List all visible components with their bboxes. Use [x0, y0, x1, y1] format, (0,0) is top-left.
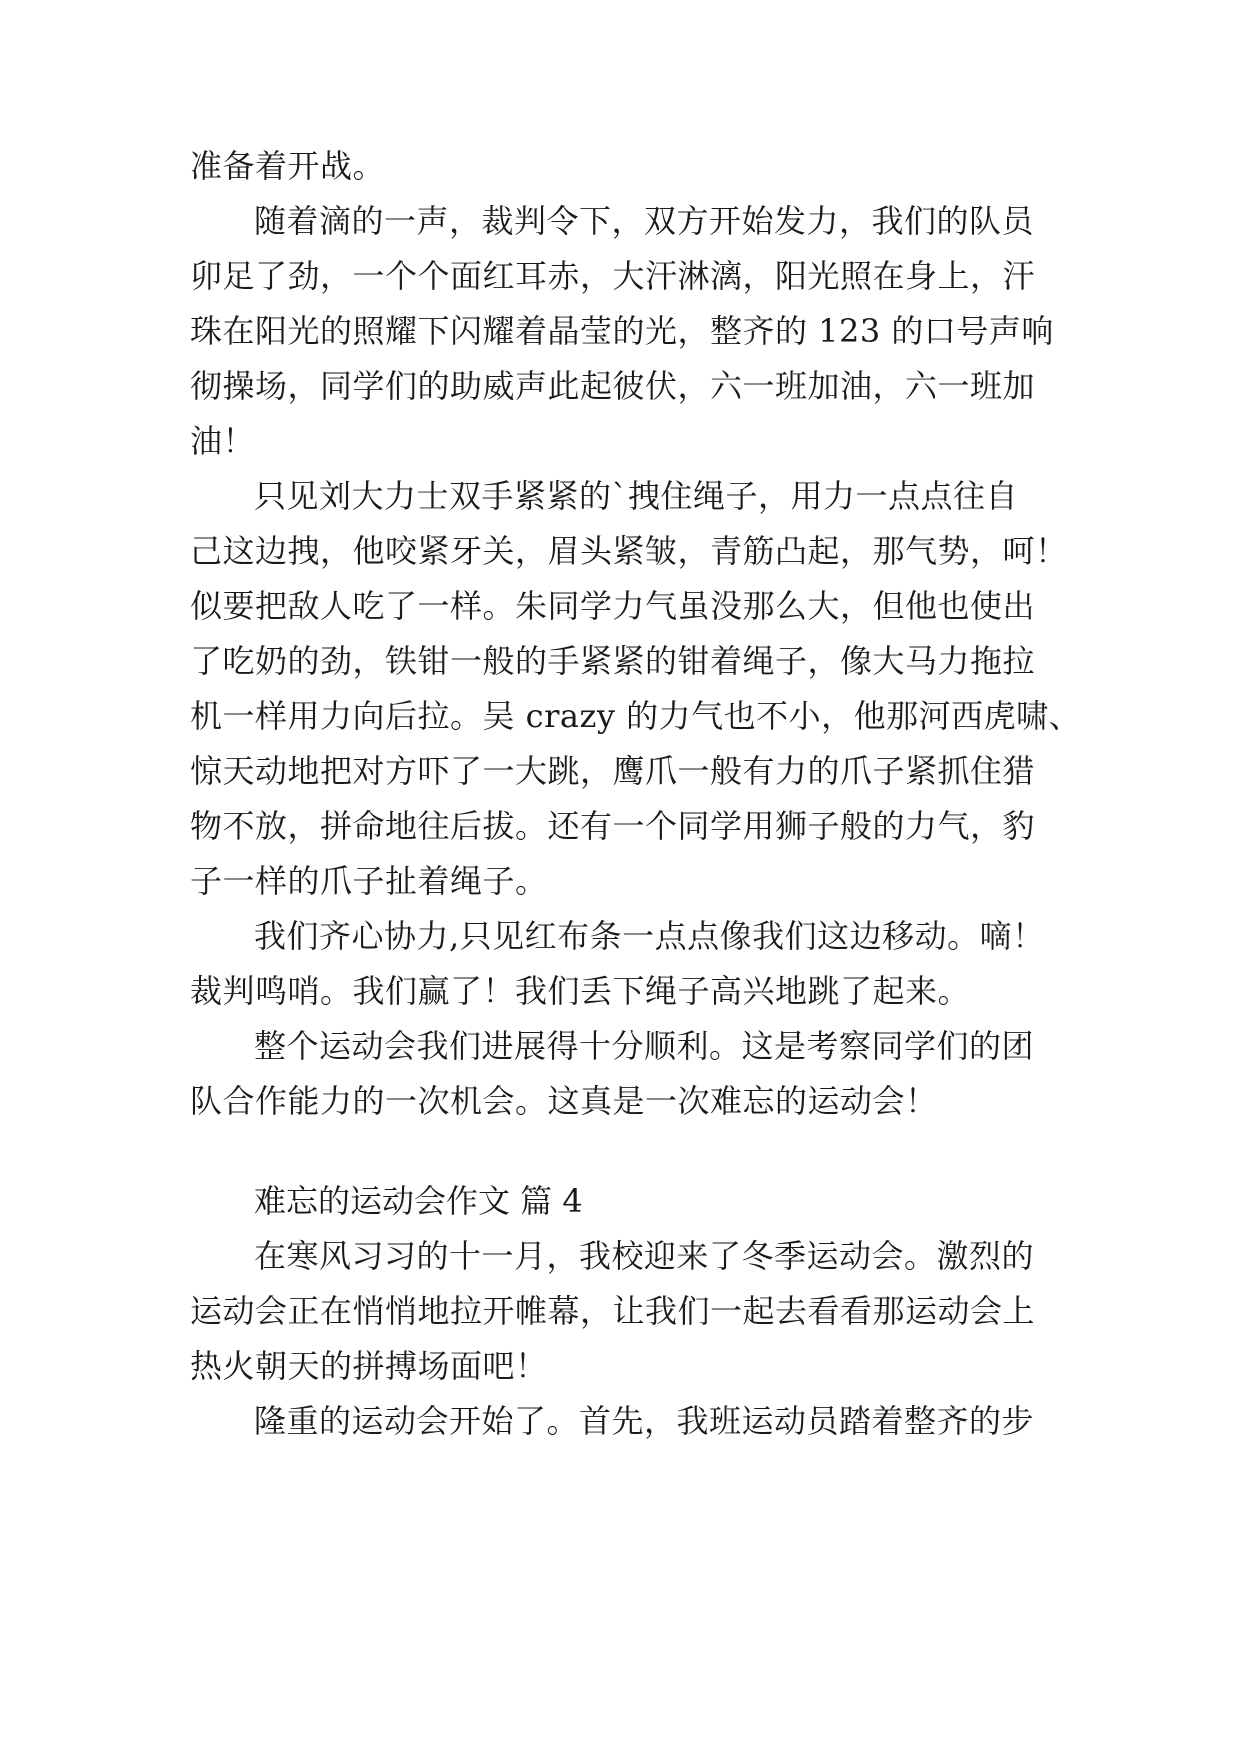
paragraph-line: 似要把敌人吃了一样。朱同学力气虽没那么大，但他也使出: [190, 587, 1036, 625]
paragraph-line: 在寒风习习的十一月，我校迎来了冬季运动会。激烈的: [254, 1237, 1035, 1275]
paragraph-line: 裁判鸣哨。我们赢了！我们丢下绳子高兴地跳了起来。: [190, 972, 971, 1010]
paragraph-line: 惊天动地把对方吓了一大跳，鹰爪一般有力的爪子紧抓住猎: [190, 752, 1036, 790]
paragraph-line: 己这边拽，他咬紧牙关，眉头紧皱，青筋凸起，那气势，呵！: [190, 532, 1068, 570]
paragraph-line: 准备着开战。: [190, 147, 386, 185]
paragraph-line: 运动会正在悄悄地拉开帷幕，让我们一起去看看那运动会上: [190, 1292, 1036, 1330]
paragraph-line: 整个运动会我们进展得十分顺利。这是考察同学们的团: [254, 1027, 1035, 1065]
paragraph-line: 了吃奶的劲，铁钳一般的手紧紧的钳着绳子，像大马力拖拉: [190, 642, 1036, 680]
paragraph-line: 热火朝天的拼搏场面吧！: [190, 1347, 548, 1385]
paragraph-line: 彻操场，同学们的助威声此起彼伏，六一班加油，六一班加: [190, 367, 1036, 405]
paragraph-line: 珠在阳光的照耀下闪耀着晶莹的光，整齐的 123 的口号声响: [190, 312, 1054, 350]
paragraph-line: 物不放，拼命地往后拔。还有一个同学用狮子般的力气，豹: [190, 807, 1036, 845]
paragraph-line: 随着滴的一声，裁判令下，双方开始发力，我们的队员: [254, 202, 1035, 240]
paragraph-line: 隆重的运动会开始了。首先，我班运动员踏着整齐的步: [254, 1402, 1035, 1440]
paragraph-line: 我们齐心协力,只见红布条一点点像我们这边移动。嘀！: [254, 917, 1045, 955]
paragraph-line: 子一样的爪子扯着绳子。: [190, 862, 548, 900]
paragraph-line: 油！: [190, 422, 256, 460]
paragraph-line: 只见刘大力士双手紧紧的`拽住绳子，用力一点点往自: [254, 477, 1019, 515]
paragraph-line: 队合作能力的一次机会。这真是一次难忘的运动会！: [190, 1082, 938, 1120]
paragraph-line: 卯足了劲，一个个面红耳赤，大汗淋漓，阳光照在身上，汗: [190, 257, 1036, 295]
paragraph-line: 机一样用力向后拉。吴 crazy 的力气也不小，他那河西虎啸、: [190, 697, 1082, 735]
section-heading: 难忘的运动会作文 篇 4: [254, 1182, 583, 1220]
